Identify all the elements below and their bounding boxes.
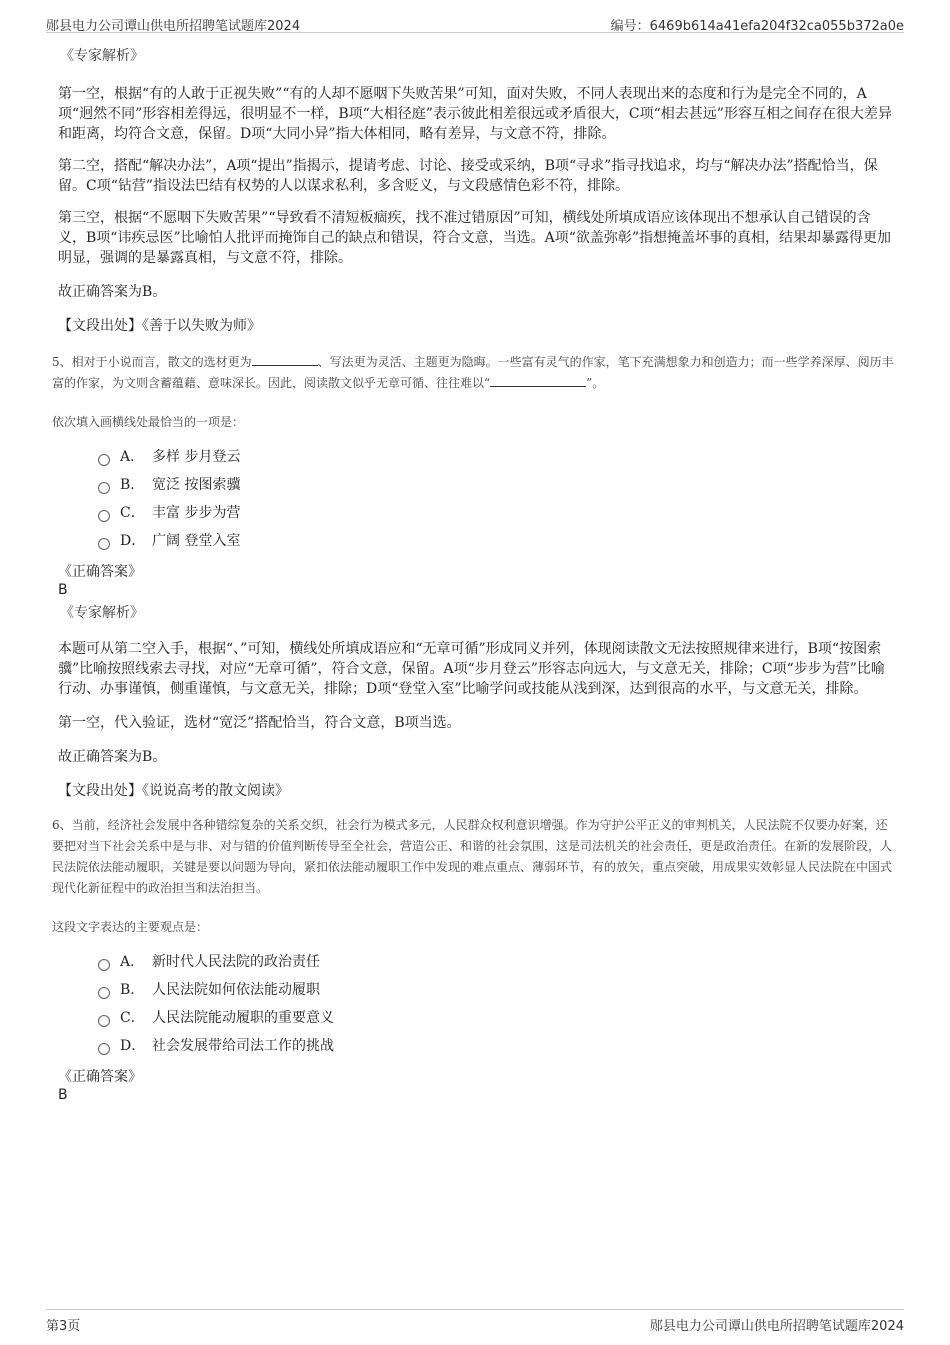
- option-text: 广阔 登堂入室: [152, 533, 241, 549]
- q6-options: [98, 948, 898, 1060]
- q5-blank-2: [490, 374, 586, 387]
- q5-options: [98, 443, 898, 555]
- radio-icon[interactable]: [98, 959, 110, 971]
- q5-option-d[interactable]: [98, 527, 898, 555]
- q5-source: 【文段出处】《说说高考的散文阅读》: [58, 783, 289, 799]
- q6-prompt: 这段文字表达的主要观点是：: [52, 920, 209, 934]
- option-text: 宽泛 按图索骥: [152, 477, 241, 493]
- page-content: [52, 44, 898, 1104]
- q5-stem-part2: 、写法更为灵活、主题更为隐晦。一些富有灵气的作家，笔下充满想象力和创造力；而一些学养深厚、阅历丰富的作家，为文则含蓄蕴藉、意味深长。因此，阅读散文似乎无章可循、往往难以“: [52, 355, 894, 390]
- radio-icon[interactable]: [98, 1043, 110, 1055]
- q5-option-c[interactable]: [98, 499, 898, 527]
- q5-analysis-para-2: 第一空，代入验证，选材“宽泛”搭配恰当，符合文意，B项当选。: [58, 715, 461, 731]
- q4-analysis-label: 《专家解析》: [60, 48, 144, 64]
- option-letter: A．: [120, 954, 145, 970]
- q6-option-a[interactable]: [98, 948, 898, 976]
- footer-title: 郧县电力公司谭山供电所招聘笔试题库2024: [649, 1319, 904, 1334]
- option-letter: B．: [120, 982, 145, 998]
- option-letter: A．: [120, 449, 145, 465]
- option-letter: C．: [120, 505, 145, 521]
- option-text: 人民法院如何依法能动履职: [152, 982, 320, 998]
- q5-analysis-label: 《专家解析》: [60, 605, 144, 621]
- q6-option-b[interactable]: [98, 976, 898, 1004]
- q5-blank-1: [252, 353, 318, 366]
- q4-analysis-para-3: 第三空，根据“不愿咽下失败苦果”“导致看不清短板痼疾，找不准过错原因”可知，横线处所填成语应该体现出不想承认自己错误的含义，B项“讳疾忌医”比喻怕人批评而掩饰自己的缺点和错误，符合文意，当选。A项“欲盖弥彰”指想掩盖坏事的真相，结果却暴露得更加明显，强调的是暴露真相，与文意不符，排除。: [58, 210, 892, 266]
- q5-option-b[interactable]: [98, 471, 898, 499]
- radio-icon[interactable]: [98, 1015, 110, 1027]
- q5-prompt: 依次填入画横线处最恰当的一项是：: [52, 415, 245, 429]
- header-title: 郧县电力公司谭山供电所招聘笔试题库2024: [46, 19, 301, 34]
- option-text: 丰富 步步为营: [152, 505, 241, 521]
- option-letter: C．: [120, 1010, 145, 1026]
- q5-conclusion: 故正确答案为B。: [58, 749, 167, 765]
- q4-analysis-para-1: 第一空，根据“有的人敢于正视失败”“有的人却不愿咽下失败苦果”可知，面对失败，不同人表现出来的态度和行为是完全不同的，A项“迥然不同”形容相差得远，很明显不一样，B项“大相径庭”表示彼此相差很远或矛盾很大，C项“相去甚远”形容互相之间存在很大差异和距离，均符合文意，保留。D项“大同小异”指大体相同，略有差异，与文意不符，排除。: [58, 86, 892, 142]
- q6-stem: 6、当前，经济社会发展中各种错综复杂的关系交织，社会行为模式多元，人民群众权利意识增强。作为守护公平正义的审判机关，人民法院不仅要办好案，还要把对当下社会关系中是与非、对与错的价值判断传导至全社会，营造公正、和谐的社会氛围，这是司法机关的社会责任，更是政治责任。在新的发展阶段，人民法院依法能动履职，关键是要以问题为导向，紧扣依法能动履职工作中发现的难点重点、薄弱环节，有的放矢，重点突破，用成果实效彰显人民法院在中国式现代化新征程中的政治担当和法治担当。: [52, 818, 893, 895]
- q5-stem-part3: ”。: [586, 376, 605, 390]
- option-letter: B．: [120, 477, 145, 493]
- q4-analysis-para-2: 第二空，搭配“解决办法”，A项“提出”指揭示，提请考虑、讨论、接受或采纳，B项“寻求”指寻找追求，均与“解决办法”搭配恰当，保留。C项“钻营”指设法巴结有权势的人以谋求私利，多含贬义，与文段感情色彩不符，排除。: [58, 158, 878, 194]
- q6-option-c[interactable]: [98, 1004, 898, 1032]
- radio-icon[interactable]: [98, 454, 110, 466]
- option-text: 社会发展带给司法工作的挑战: [152, 1038, 334, 1054]
- q4-source: 【文段出处】《善于以失败为师》: [58, 318, 261, 334]
- q5-answer: B: [58, 582, 68, 598]
- q6-option-d[interactable]: [98, 1032, 898, 1060]
- footer-page-number: 第3页: [46, 1319, 81, 1334]
- q6-answer-label: 《正确答案》: [58, 1069, 142, 1085]
- radio-icon[interactable]: [98, 510, 110, 522]
- q5-option-a[interactable]: [98, 443, 898, 471]
- page-footer: [46, 1309, 904, 1334]
- option-letter: D．: [120, 533, 146, 549]
- radio-icon[interactable]: [98, 538, 110, 550]
- header-code: 编号：6469b614a41efa204f32ca055b372a0e: [610, 19, 904, 34]
- q5-answer-label: 《正确答案》: [58, 564, 142, 580]
- option-text: 人民法院能动履职的重要意义: [152, 1010, 334, 1026]
- q5-analysis-para-1: 本题可从第二空入手，根据“、”可知，横线处所填成语应和“无章可循”形成同义并列，体现阅读散文无法按照规律来进行，B项“按图索骥”比喻按照线索去寻找，对应“无章可循”，符合文意，保留。A项“步月登云”形容志向远大，与文意无关，排除；C项“步步为营”比喻行动、办事谨慎，侧重谨慎，与文意无关，排除；D项“登堂入室”比喻学问或技能从浅到深，达到很高的水平，与文意无关，排除。: [58, 641, 885, 697]
- option-letter: D．: [120, 1038, 146, 1054]
- page-header: [46, 12, 904, 33]
- radio-icon[interactable]: [98, 987, 110, 999]
- radio-icon[interactable]: [98, 482, 110, 494]
- q6-answer: B: [58, 1087, 68, 1103]
- q4-conclusion: 故正确答案为B。: [58, 284, 167, 300]
- option-text: 多样 步月登云: [152, 449, 241, 465]
- q5-stem: [52, 352, 898, 394]
- option-text: 新时代人民法院的政治责任: [152, 954, 320, 970]
- q5-stem-part1: 5、相对于小说而言，散文的选材更为: [52, 355, 252, 369]
